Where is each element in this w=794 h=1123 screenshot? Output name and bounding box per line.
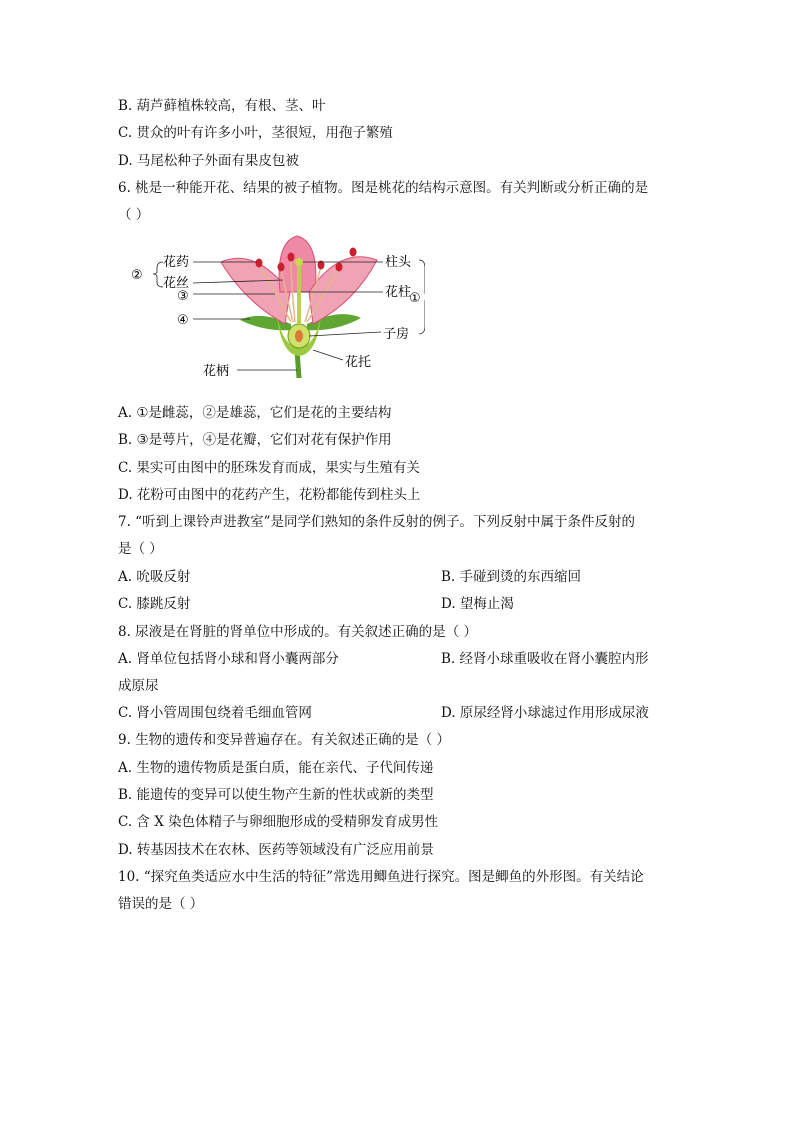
option-8b: B. 经肾小球重吸收在肾小囊腔内形 [441,651,649,667]
option-9a: A. 生物的遗传物质是蛋白质，能在亲代、子代间传递 [118,760,434,776]
option-5b: B. 葫芦藓植株较高，有根、茎、叶 [118,98,326,114]
option-8d: D. 原尿经肾小球滤过作用形成尿液 [441,705,649,721]
peach-flower-diagram [125,232,425,384]
option-6a: A. ①是雌蕊，②是雄蕊，它们是花的主要结构 [118,405,392,421]
label-filament: 花丝 [163,276,190,291]
label-stigma: 柱头 [385,255,412,270]
option-9c: C. 含 X 染色体精子与卵细胞形成的受精卵发育成男性 [118,814,439,830]
option-8a: A. 肾单位包括肾小球和肾小囊两部分 [118,651,339,667]
question-10-stem: 10. “探究鱼类适应水中生活的特征”常选用鲫鱼进行探究。图是鲫鱼的外形图。有关结论 [118,869,644,885]
stigma-shape [295,258,303,266]
option-6c: C. 果实可由图中的胚珠发育而成，果实与生殖有关 [118,460,420,476]
question-6-paren: （ ） [118,207,150,223]
question-7-stem-cont: 是（ ） [118,541,163,557]
question-10-stem-cont: 错误的是（ ） [118,896,204,912]
option-5d: D. 马尾松种子外面有果皮包被 [118,153,299,169]
question-7-stem: 7. “听到上课铃声进教室”是同学们熟知的条件反射的例子。下列反射中属于条件反射的 [118,514,635,530]
label-anther: 花药 [163,255,190,270]
label-receptacle: 花托 [345,355,372,370]
option-7a: A. 吮吸反射 [118,569,191,585]
option-7c: C. 膝跳反射 [118,596,191,612]
label-number-3: ③ [177,289,189,304]
label-number-2: ② [131,268,143,283]
label-number-4: ④ [177,313,189,328]
ovule-shape [295,330,303,342]
option-7d: D. 望梅止渴 [441,596,514,612]
option-7b: B. 手碰到烫的东西缩回 [441,569,582,585]
question-8-stem: 8. 尿液是在肾脏的肾单位中形成的。有关叙述正确的是（ ） [118,624,477,640]
option-9b: B. 能遗传的变异可以使生物产生新的性状或新的类型 [118,787,434,803]
label-number-1: ① [409,291,421,306]
label-pedicel: 花柄 [203,364,230,379]
question-9-stem: 9. 生物的遗传和变异普遍存在。有关叙述正确的是（ ） [118,732,450,748]
question-6-stem: 6. 桃是一种能开花、结果的被子植物。图是桃花的结构示意图。有关判断或分析正确的是 [118,180,649,196]
option-5c: C. 贯众的叶有许多小叶，茎很短，用孢子繁殖 [118,125,393,141]
option-8b-cont: 成原尿 [118,678,159,694]
label-ovary: 子房 [383,327,410,342]
option-6d: D. 花粉可由图中的花药产生，花粉都能传到柱头上 [118,487,421,503]
option-6b: B. ③是萼片，④是花瓣，它们对花有保护作用 [118,432,392,448]
option-8c: C. 肾小管周围包绕着毛细血管网 [118,705,312,721]
option-9d: D. 转基因技术在农林、医药等领域没有广泛应用前景 [118,842,434,858]
label-style: 花柱 [385,285,412,300]
